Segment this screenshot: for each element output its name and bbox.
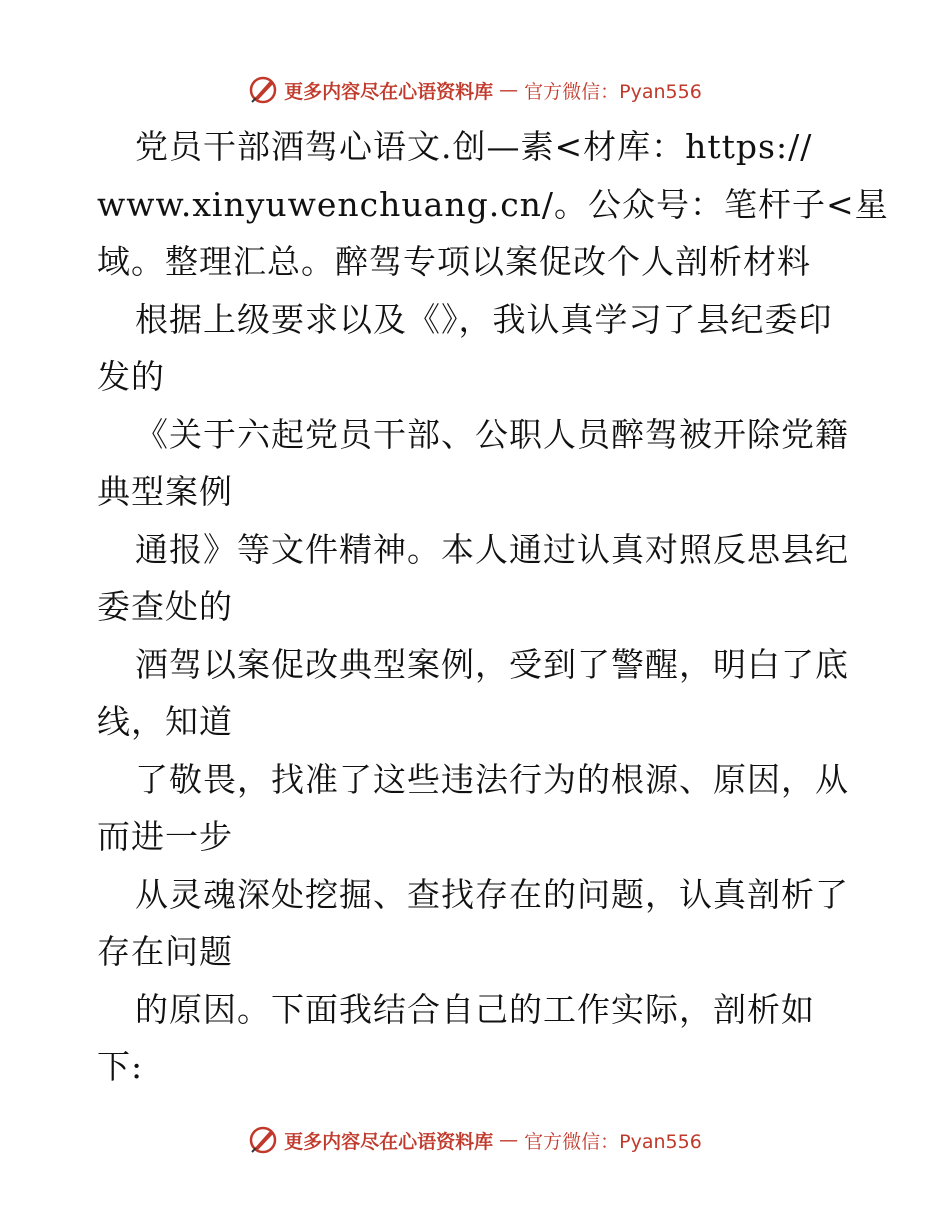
text-line: 党员干部酒驾心语文.创—素<材库：https://	[135, 127, 813, 166]
text-line: 根据上级要求以及《》，我认真学习了县纪委印	[135, 299, 833, 339]
text-line: 线，知道	[97, 702, 233, 741]
text-line: 而进一步	[97, 817, 233, 856]
text-line: 从灵魂深处挖掘、查找存在的问题，认真剖析了	[135, 874, 849, 914]
header-brand-text: 更多内容尽在心语资料库	[284, 80, 494, 103]
footer-banner	[0, 1120, 950, 1160]
text-line: 《关于六起党员干部、公职人员醉驾被开除党籍	[135, 414, 849, 454]
text-line: 的原因。下面我结合自己的工作实际，剖析如	[135, 989, 815, 1029]
header-separator: —	[499, 79, 519, 101]
text-line: 典型案例	[97, 472, 233, 511]
document-body	[97, 118, 889, 1096]
quill-pen-logo-icon	[248, 75, 278, 105]
text-line: 通报》等文件精神。本人通过认真对照反思县纪	[135, 529, 849, 569]
text-line: 酒驾以案促改典型案例，受到了警醒，明白了底	[135, 644, 849, 684]
text-line: 委查处的	[97, 587, 233, 626]
text-line: 存在问题	[97, 932, 233, 971]
footer-brand-text: 更多内容尽在心语资料库	[284, 1130, 494, 1153]
text-line: 了敬畏，找准了这些违法行为的根源、原因，从	[135, 759, 849, 799]
footer-wechat-text: 官方微信：Pyan556	[524, 1130, 702, 1153]
header-wechat-text: 官方微信：Pyan556	[524, 80, 702, 103]
text-line: www.xinyuwenchuang.cn/。公众号：笔杆子<星	[97, 184, 889, 224]
text-line: 下:	[97, 1047, 144, 1086]
header-banner	[0, 70, 950, 110]
text-line: 域。整理汇总。醉驾专项以案促改个人剖析材料	[97, 242, 811, 281]
quill-pen-logo-icon	[248, 1125, 278, 1155]
footer-separator: —	[499, 1129, 519, 1151]
text-line: 发的	[97, 357, 165, 396]
